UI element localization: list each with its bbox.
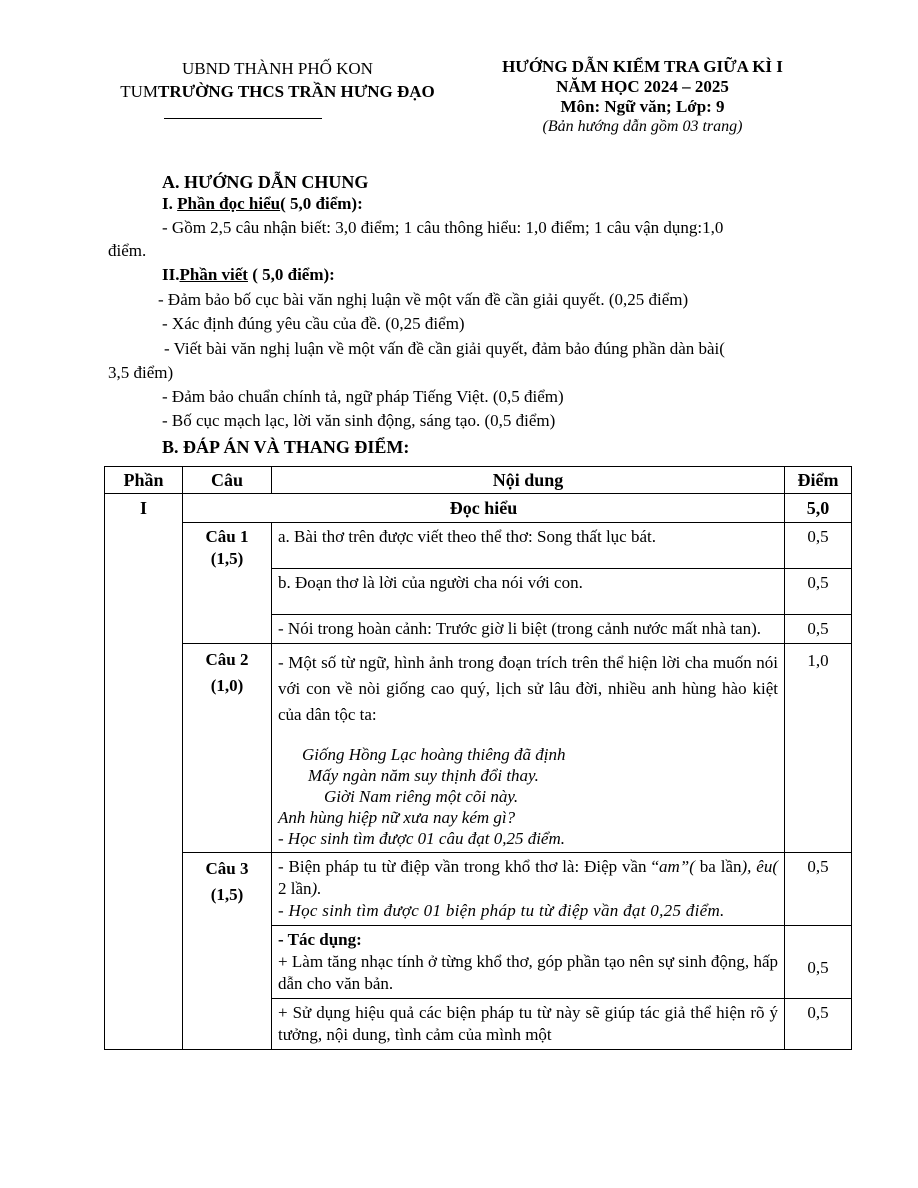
section-b-title: B. ĐÁP ÁN VÀ THANG ĐIỂM: xyxy=(162,437,410,457)
part2-roman: II. xyxy=(162,265,180,284)
score-table xyxy=(104,466,852,1050)
part-cell: I xyxy=(105,494,183,1050)
part2-item: - Xác định đúng yêu cầu của đề. (0,25 điểm) xyxy=(162,314,465,333)
school-name: TRƯỜNG THCS TRẦN HƯNG ĐẠO xyxy=(158,82,435,101)
q3-label: Câu 3 xyxy=(205,859,249,878)
q2-label: Câu 2 xyxy=(205,650,249,669)
q3c-content: + Sử dụng hiệu quả các biện pháp tu từ này sẽ giúp tác giả thể hiện rõ ý tưởng, nội dung, tình cảm của mình một xyxy=(272,999,785,1050)
section-row xyxy=(105,494,852,523)
part2-title: Phần viết xyxy=(179,265,248,284)
col-header-question: Câu xyxy=(183,467,272,494)
part1-roman: I. xyxy=(162,194,178,213)
q1c-points: 0,5 xyxy=(785,615,852,644)
q1a-points: 0,5 xyxy=(785,523,852,569)
q3a-content xyxy=(272,853,785,926)
poem-line: Anh hùng hiệp nữ xưa nay kém gì? xyxy=(278,808,516,827)
authority-name: UBND THÀNH PHỐ KON xyxy=(182,59,373,78)
poem-line: Giống Hồng Lạc hoàng thiêng đã định xyxy=(302,745,566,764)
table-row xyxy=(105,523,852,569)
col-header-content: Nội dung xyxy=(272,467,785,494)
q2-text: - Một số từ ngữ, hình ảnh trong đoạn trích trên thể hiện lời cha muốn nói với con về nòi giống cao quý, lịch sử lâu đời, nhiều anh hùng hào kiệt của dân tộc ta: xyxy=(278,653,778,724)
col-header-score: Điểm xyxy=(785,467,852,494)
q3a-text-part: - Biện pháp tu từ điệp vần trong khổ thơ là: Điệp vần “ xyxy=(278,857,659,876)
school-year: NĂM HỌC 2024 – 2025 xyxy=(556,77,729,96)
section-title-cell: Đọc hiểu xyxy=(183,494,785,523)
q3-label-cell xyxy=(183,853,272,1050)
q1c-content: - Nói trong hoàn cảnh: Trước giờ li biệt (trong cảnh nước mất nhà tan). xyxy=(272,615,785,644)
table-header-row xyxy=(105,467,852,494)
q3b-text: + Làm tăng nhạc tính ở từng khổ thơ, góp phần tạo nên sự sinh động, hấp dẫn cho văn bản. xyxy=(278,952,778,993)
q3a-text-part: ), êu( xyxy=(741,857,779,876)
part1-heading xyxy=(162,193,918,215)
part1-text-line2: điểm. xyxy=(108,241,147,260)
part1-text-line1: - Gồm 2,5 câu nhận biết: 3,0 điểm; 1 câu thông hiểu: 1,0 điểm; 1 câu vận dụng:1,0 xyxy=(162,218,724,237)
school-name-line xyxy=(80,80,475,103)
q2-score: (1,0) xyxy=(210,676,244,695)
q3b-content xyxy=(272,926,785,999)
q3a-text-part: ba lần xyxy=(694,857,742,876)
q3a-text-part: 2 lần xyxy=(278,879,312,898)
authority-name-cont: TUM xyxy=(120,82,159,101)
q2-points: 1,0 xyxy=(785,644,852,853)
q3a-text xyxy=(278,856,778,900)
part2-heading xyxy=(162,264,918,286)
q1-score: (1,5) xyxy=(210,549,244,568)
part2-item: - Viết bài văn nghị luận về một vấn đề cần giải quyết, đảm bảo đúng phần dàn bài( xyxy=(164,339,725,358)
q2-poem xyxy=(278,744,778,849)
poem-line: Giời Nam riêng một cõi này. xyxy=(324,787,519,806)
document-title-block xyxy=(470,57,815,137)
part1-title: Phần đọc hiểu xyxy=(177,194,281,213)
part2-item: - Bố cục mạch lạc, lời văn sinh động, sáng tạo. (0,5 điểm) xyxy=(162,411,556,430)
subject-grade: Môn: Ngữ văn; Lớp: 9 xyxy=(560,97,725,116)
q3b-title: - Tác dụng: xyxy=(278,930,362,949)
q2-content xyxy=(272,644,785,853)
col-header-part: Phần xyxy=(105,467,183,494)
part2-item: - Đảm bảo chuẩn chính tả, ngữ pháp Tiếng Việt. (0,5 điểm) xyxy=(162,387,564,406)
q3c-points: 0,5 xyxy=(785,999,852,1050)
q2-label-cell xyxy=(183,644,272,853)
document-title: HƯỚNG DẪN KIỂM TRA GIỮA KÌ I xyxy=(502,57,783,76)
q1a-content: a. Bài thơ trên được viết theo thể thơ: Song thất lục bát. xyxy=(272,523,785,569)
q3-score: (1,5) xyxy=(210,885,244,904)
q3b-points: 0,5 xyxy=(785,926,852,999)
page-count-note: (Bản hướng dẫn gồm 03 trang) xyxy=(542,118,743,135)
q3a-points: 0,5 xyxy=(785,853,852,926)
section-a-title: A. HƯỚNG DẪN CHUNG xyxy=(162,172,369,192)
q3a-text-part: ). xyxy=(311,879,322,898)
part2-item-cont: 3,5 điểm) xyxy=(108,363,174,382)
q3a-scoring-note: - Học sinh tìm được 01 biện pháp tu từ điệp vần đạt 0,25 điểm. xyxy=(278,901,725,920)
table-row xyxy=(105,853,852,926)
school-header xyxy=(80,57,475,103)
header-divider xyxy=(164,118,322,119)
q1-label: Câu 1 xyxy=(205,527,249,546)
table-row xyxy=(105,644,852,853)
section-score-cell: 5,0 xyxy=(785,494,852,523)
part1-points: ( 5,0 điểm): xyxy=(280,194,363,213)
q2-scoring-note: - Học sinh tìm được 01 câu đạt 0,25 điểm. xyxy=(278,829,565,848)
q1-label-cell xyxy=(183,523,272,644)
q1b-content: b. Đoạn thơ là lời của người cha nói với con. xyxy=(272,569,785,615)
q1b-points: 0,5 xyxy=(785,569,852,615)
poem-line: Mấy ngàn năm suy thịnh đổi thay. xyxy=(308,766,539,785)
part2-item: - Đảm bảo bố cục bài văn nghị luận về một vấn đề cần giải quyết. (0,25 điểm) xyxy=(158,290,689,309)
part2-points: ( 5,0 điểm): xyxy=(247,265,335,284)
q3a-text-part: am”( xyxy=(659,857,695,876)
